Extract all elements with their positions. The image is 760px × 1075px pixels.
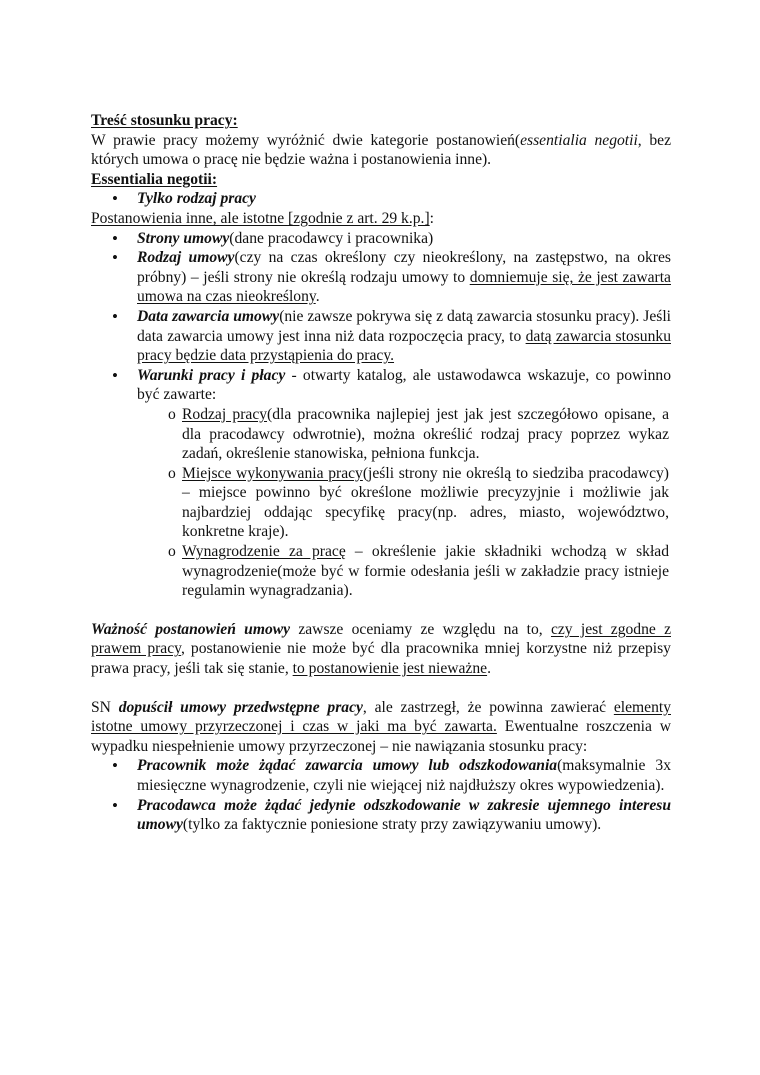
bullet-text: (nie zawsze pokrywa się z datą zawarcia stosunku pracy). Jeśli data zawarcia umowy jest inna niż data rozpoczęcia pracy, to bbox=[137, 307, 671, 345]
waznosc-paragraph bbox=[91, 620, 671, 679]
spacer bbox=[91, 679, 671, 698]
sn-text-2: , ale zastrzegł, że powinna zawierać bbox=[362, 698, 614, 716]
bullet-underlined: domniemuje się, że jest zawarta umowa na czas nieokreślony bbox=[137, 268, 671, 306]
sub-list-item bbox=[91, 542, 671, 601]
heading-text: Treść stosunku pracy: bbox=[91, 112, 238, 129]
list-item bbox=[91, 248, 671, 307]
bullet-term: Warunki pracy i płacy bbox=[137, 366, 286, 384]
list-item bbox=[91, 796, 671, 835]
essentialia-item: Tylko rodzaj pracy bbox=[137, 190, 256, 208]
sub-item-term: Miejsce wykonywania pracy bbox=[182, 464, 363, 482]
waznosc-underlined-1: czy jest zgodne z prawem pracy bbox=[91, 620, 671, 658]
essentialia-title: Essentialia negotii: bbox=[91, 170, 218, 188]
inne-colon: : bbox=[429, 209, 434, 227]
waznosc-term: Ważność postanowień umowy bbox=[91, 620, 291, 638]
sn-paragraph bbox=[91, 698, 671, 757]
essentialia-list bbox=[91, 189, 671, 209]
bullet-text: (czy na czas określony czy nieokreślony, na zastępstwo, na okres próbny) – jeśli strony nie określą rodzaju umowy to bbox=[137, 249, 671, 286]
sub-item-text: – określenie jakie składniki wchodzą w skład wynagrodzenie(może być w formie odesłania jeśli w zakładzie pracy istnieje regulamin wynagradzania). bbox=[182, 543, 669, 600]
intro-paragraph bbox=[91, 131, 671, 170]
claim-term: Pracodawca może żądać jedynie odszkodowanie w zakresie ujemnego interesu umowy bbox=[137, 796, 671, 834]
bullet-term: Data zawarcia umowy bbox=[137, 307, 280, 325]
inne-text: Postanowienia inne, ale istotne [zgodnie z art. 29 k.p.] bbox=[91, 209, 430, 227]
sub-item-term: Rodzaj pracy bbox=[182, 405, 268, 423]
list-item bbox=[91, 307, 671, 366]
warunki-sublist bbox=[91, 405, 671, 601]
sub-list-item bbox=[91, 464, 671, 542]
waznosc-underlined-2: to postanowienie jest nieważne bbox=[292, 660, 488, 678]
bullet-end: . bbox=[315, 288, 320, 306]
spacer bbox=[91, 601, 671, 620]
inne-heading bbox=[91, 209, 671, 229]
list-item bbox=[91, 756, 671, 795]
claim-text: (tylko za faktycznie poniesione straty przy zawiązywaniu umowy). bbox=[182, 816, 602, 834]
sn-underlined: elementy istotne umowy przyrzeczonej i czas w jaki ma być zawarta. bbox=[91, 698, 671, 736]
sub-item-term: Wynagrodzenie za pracę bbox=[182, 543, 346, 561]
list-item bbox=[91, 189, 671, 209]
bullet-text: (dane pracodawcy i pracownika) bbox=[229, 229, 434, 247]
bullet-term: Rodzaj umowy bbox=[137, 249, 235, 267]
sub-item-text: (dla pracownika najlepiej jest jak jest szczegółowo opisane, a dla pracodawcy odwrotnie), można określić rodzaj pracy poprzez wykaz zadań, określenie stanowiska, pełniona funkcja. bbox=[182, 405, 669, 463]
postanowienia-list bbox=[91, 229, 671, 601]
essentialia-heading bbox=[91, 170, 671, 190]
bullet-term: Strony umowy bbox=[137, 229, 230, 247]
waznosc-text-2: , postanowienie nie może być dla pracownika mniej korzystne niż przepisy prawa pracy, jeśli tak się stanie, bbox=[91, 640, 671, 678]
list-item bbox=[91, 366, 671, 601]
claims-list bbox=[91, 756, 671, 834]
list-item bbox=[91, 229, 671, 249]
sub-item-text: (jeśli strony nie określą to siedziba pracodawcy) – miejsce powinno być określone możliwie precyzyjnie i możliwie jak najbardziej oddając specyfikę pracy(np. adres, miasto, województwo, konkretne kraje). bbox=[182, 464, 669, 541]
bullet-text: - otwarty katalog, ale ustawodawca wskazuje, co powinno być zawarte: bbox=[137, 366, 671, 404]
intro-italic-term: essentialia negotii bbox=[520, 131, 638, 149]
waznosc-text-1: zawsze oceniamy ze względu na to, bbox=[290, 620, 551, 638]
claim-term: Pracownik może żądać zawarcia umowy lub odszkodowania bbox=[137, 757, 558, 775]
bullet-underlined: datą zawarcia stosunku pracy będzie data przystąpienia do pracy. bbox=[137, 327, 671, 365]
claim-text: (maksymalnie 3x miesięczne wynagrodzenie, czyli nie wiejącej niż najdłuższy okres wypowiedzenia). bbox=[137, 757, 671, 794]
document-content bbox=[91, 111, 671, 835]
sub-list-item bbox=[91, 405, 671, 464]
sn-text-3: Ewentualne roszczenia w wypadku niespełnienie umowy przyrzeczonej – nie nawiązania stosunku pracy: bbox=[91, 718, 671, 755]
section-heading bbox=[91, 111, 671, 131]
sn-text-1: SN bbox=[91, 698, 119, 716]
waznosc-end: . bbox=[487, 660, 491, 678]
sn-term: dopuścił umowy przedwstępne pracy bbox=[118, 698, 363, 716]
intro-text-2: , bez których umowa o pracę nie będzie ważna i postanowienia inne). bbox=[91, 131, 671, 169]
intro-text-1: W prawie pracy możemy wyróżnić dwie kategorie postanowień( bbox=[91, 131, 521, 149]
